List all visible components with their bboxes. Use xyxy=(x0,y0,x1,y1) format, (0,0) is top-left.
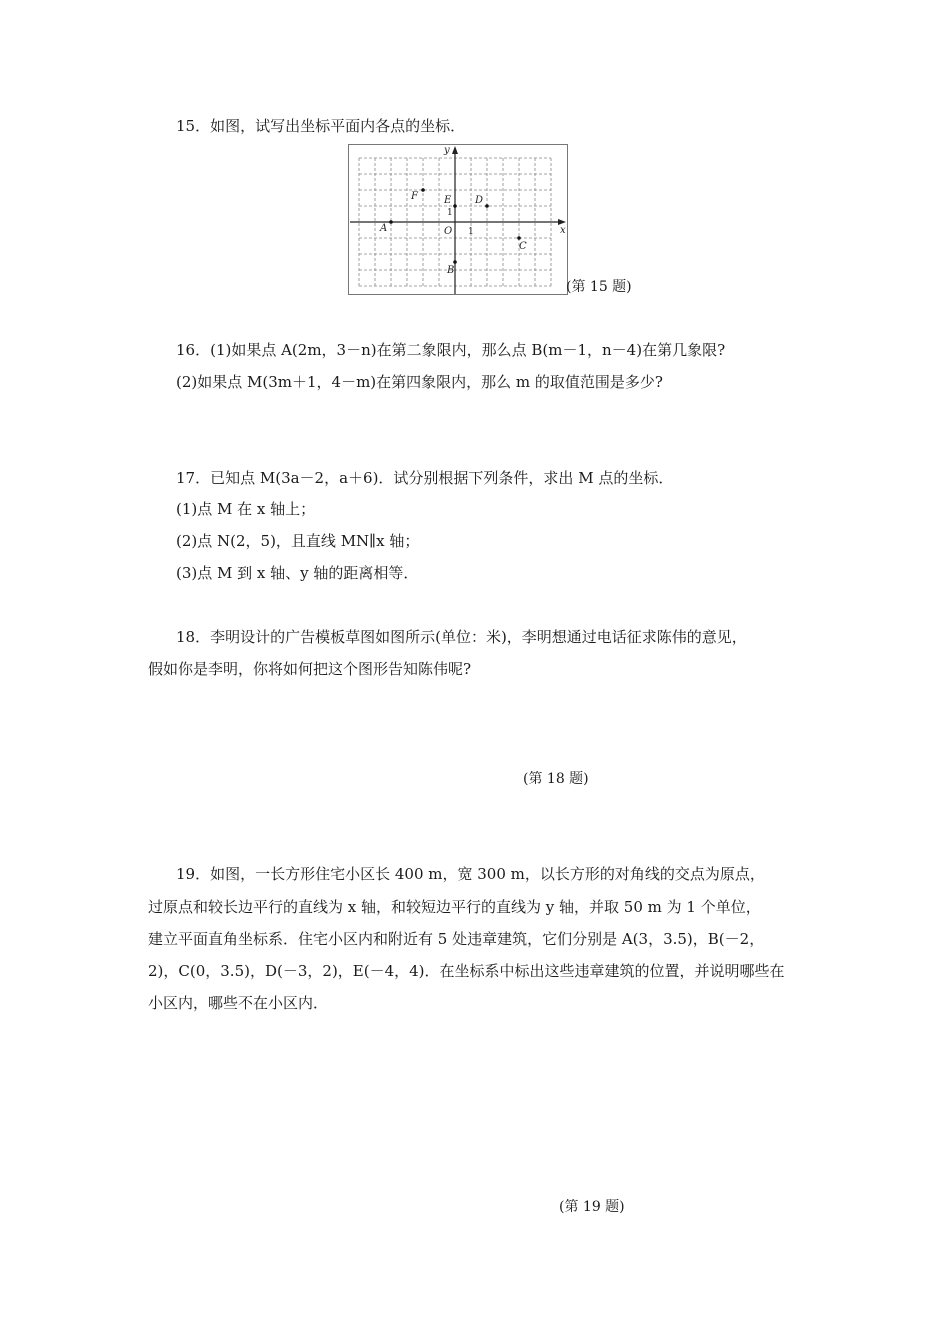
coordinate-plane-svg xyxy=(348,144,570,296)
q19-line5: 小区内，哪些不在小区内． xyxy=(148,994,329,1012)
q17-line1: 17．已知点 M(3a－2，a＋6)．试分别根据下列条件，求出 M 点的坐标． xyxy=(176,469,674,487)
point-d xyxy=(485,204,489,208)
x-unit-label: 1 xyxy=(468,227,474,237)
q19-line2: 过原点和较长边平行的直线为 x 轴，和较短边平行的直线为 y 轴，并取 50 m 为 1 个单位， xyxy=(148,898,761,916)
x-axis-label: x xyxy=(560,225,566,236)
q17-line4: (3)点 M 到 x 轴、y 轴的距离相等． xyxy=(176,564,419,582)
point-f xyxy=(421,188,425,192)
y-unit-label: 1 xyxy=(447,208,453,218)
q18-line1: 18．李明设计的广告模板草图如图所示(单位：米)，李明想通过电话征求陈伟的意见， xyxy=(176,628,747,646)
q16-line1: 16．(1)如果点 A(2m，3－n)在第二象限内，那么点 B(m－1，n－4)在第几象限? xyxy=(176,341,726,359)
q18-caption: (第 18 题) xyxy=(523,771,589,787)
q15-text: 15．如图，试写出坐标平面内各点的坐标． xyxy=(176,117,466,135)
point-b xyxy=(453,260,457,264)
q19-line3: 建立平面直角坐标系．住宅小区内和附近有 5 处违章建筑，它们分别是 A(3，3.5)，B(－2， xyxy=(148,930,765,948)
q18-line2: 假如你是李明，你将如何把这个图形告知陈伟呢? xyxy=(148,660,472,678)
origin-label: O xyxy=(444,226,453,237)
point-label-f: F xyxy=(411,191,418,202)
q15-caption: (第 15 题) xyxy=(566,279,632,295)
point-a xyxy=(389,220,393,224)
q19-line4: 2)，C(0，3.5)，D(－3，2)，E(－4，4)．在坐标系中标出这些违章建筑的位置，并说明哪些在 xyxy=(148,962,785,980)
point-label-d: D xyxy=(475,195,484,206)
point-e xyxy=(453,204,457,208)
y-axis-label: y xyxy=(444,145,450,156)
point-c xyxy=(517,236,521,240)
q19-caption: (第 19 题) xyxy=(559,1199,625,1215)
point-label-e: E xyxy=(444,195,452,206)
point-label-a: A xyxy=(380,223,388,234)
q17-line2: (1)点 M 在 x 轴上； xyxy=(176,500,316,518)
point-label-c: C xyxy=(519,241,527,252)
q17-line3: (2)点 N(2，5)，且直线 MN∥x 轴； xyxy=(176,532,420,550)
point-label-b: B xyxy=(447,265,455,276)
q19-line1: 19．如图，一长方形住宅小区长 400 m，宽 300 m，以长方形的对角线的交点为原点， xyxy=(176,865,765,883)
q16-line2: (2)如果点 M(3m＋1，4－m)在第四象限内，那么 m 的取值范围是多少? xyxy=(176,373,663,391)
q15-coordinate-figure xyxy=(348,144,570,296)
